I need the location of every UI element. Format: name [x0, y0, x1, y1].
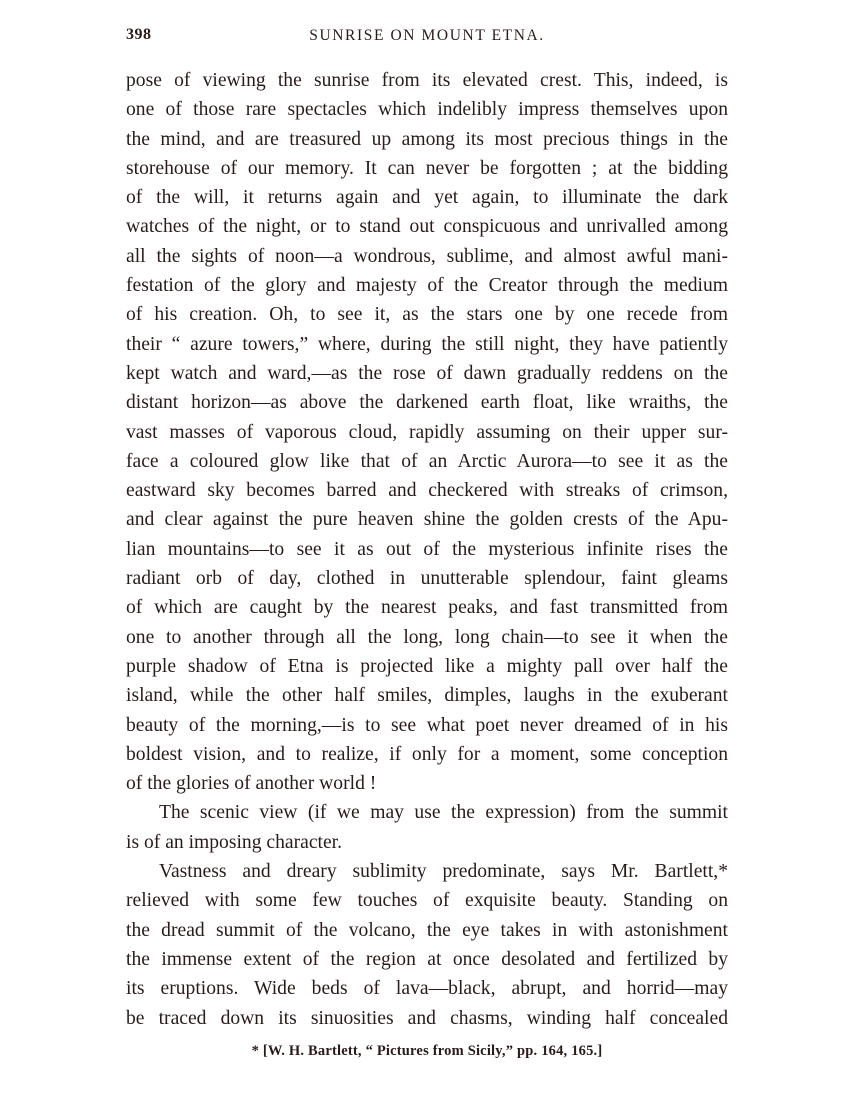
text-line: of his creation. Oh, to see it, as the stars one by one recede from — [126, 304, 728, 326]
text-line: one to another through all the long, long chain—to see it when the — [126, 626, 728, 648]
text-line: festation of the glory and majesty of the Creator through the medium — [126, 275, 728, 297]
text-line: their “ azure towers,” where, during the still night, they have patiently — [126, 333, 728, 355]
text-line: its eruptions. Wide beds of lava—black, abrupt, and horrid—may — [126, 978, 728, 1000]
text-line: is of an imposing character. — [126, 831, 343, 853]
text-line: beauty of the morning,—is to see what poet never dreamed of in his — [126, 714, 728, 736]
text-line: boldest vision, and to realize, if only for a moment, some conception — [126, 743, 728, 765]
text-line: vast masses of vaporous cloud, rapidly assuming on their upper sur- — [126, 421, 728, 443]
running-title: SUNRISE ON MOUNT ETNA. — [309, 27, 545, 44]
text-line: of which are caught by the nearest peaks, and fast transmitted from — [126, 597, 728, 619]
text-line: island, while the other half smiles, dimples, laughs in the exuberant — [126, 685, 728, 707]
body-text — [126, 66, 728, 1033]
running-head — [126, 26, 728, 50]
text-line: one of those rare spectacles which indelibly impress themselves upon — [126, 99, 728, 121]
footnote: * [W. H. Bartlett, “ Pictures from Sicily,” pp. 164, 165.] — [251, 1043, 603, 1059]
text-line: face a coloured glow like that of an Arctic Aurora—to see it as the — [126, 450, 728, 472]
text-line: the immense extent of the region at once desolated and fertilized by — [126, 948, 728, 970]
text-line: Vastness and dreary sublimity predominate, says Mr. Bartlett,* — [159, 861, 728, 883]
text-line: relieved with some few touches of exquisite beauty. Standing on — [126, 890, 728, 912]
text-line: radiant orb of day, clothed in unutterable splendour, faint gleams — [126, 568, 728, 590]
text-line: watches of the night, or to stand out conspicuous and unrivalled among — [126, 216, 728, 238]
text-line: distant horizon—as above the darkened earth float, like wraiths, the — [126, 392, 728, 414]
text-line: purple shadow of Etna is projected like a mighty pall over half the — [126, 655, 728, 677]
text-line: lian mountains—to see it as out of the mysterious infinite rises the — [126, 538, 728, 560]
text-line: kept watch and ward,—as the rose of dawn gradually reddens on the — [126, 362, 728, 384]
text-line: be traced down its sinuosities and chasms, winding half concealed — [126, 1007, 728, 1029]
text-line: the mind, and are treasured up among its most precious things in the — [126, 128, 728, 150]
text-line: of the will, it returns again and yet again, to illuminate the dark — [126, 187, 728, 209]
text-line: the dread summit of the volcano, the eye takes in with astonishment — [126, 919, 728, 941]
text-line: all the sights of noon—a wondrous, sublime, and almost awful mani- — [126, 245, 728, 267]
text-line: pose of viewing the sunrise from its elevated crest. This, indeed, is — [126, 70, 728, 91]
text-line: eastward sky becomes barred and checkered with streaks of crimson, — [126, 480, 728, 502]
paragraph-3 — [126, 857, 728, 1033]
text-line: storehouse of our memory. It can never be forgotten ; at the bidding — [126, 157, 728, 179]
paragraph-1 — [126, 66, 728, 798]
paragraph-2 — [126, 798, 728, 857]
text-line: The scenic view (if we may use the expression) from the summit — [159, 802, 728, 824]
text-line: and clear against the pure heaven shine the golden crests of the Apu- — [126, 509, 728, 531]
page-number: 398 — [126, 26, 152, 43]
text-line: of the glories of another world ! — [126, 773, 377, 795]
